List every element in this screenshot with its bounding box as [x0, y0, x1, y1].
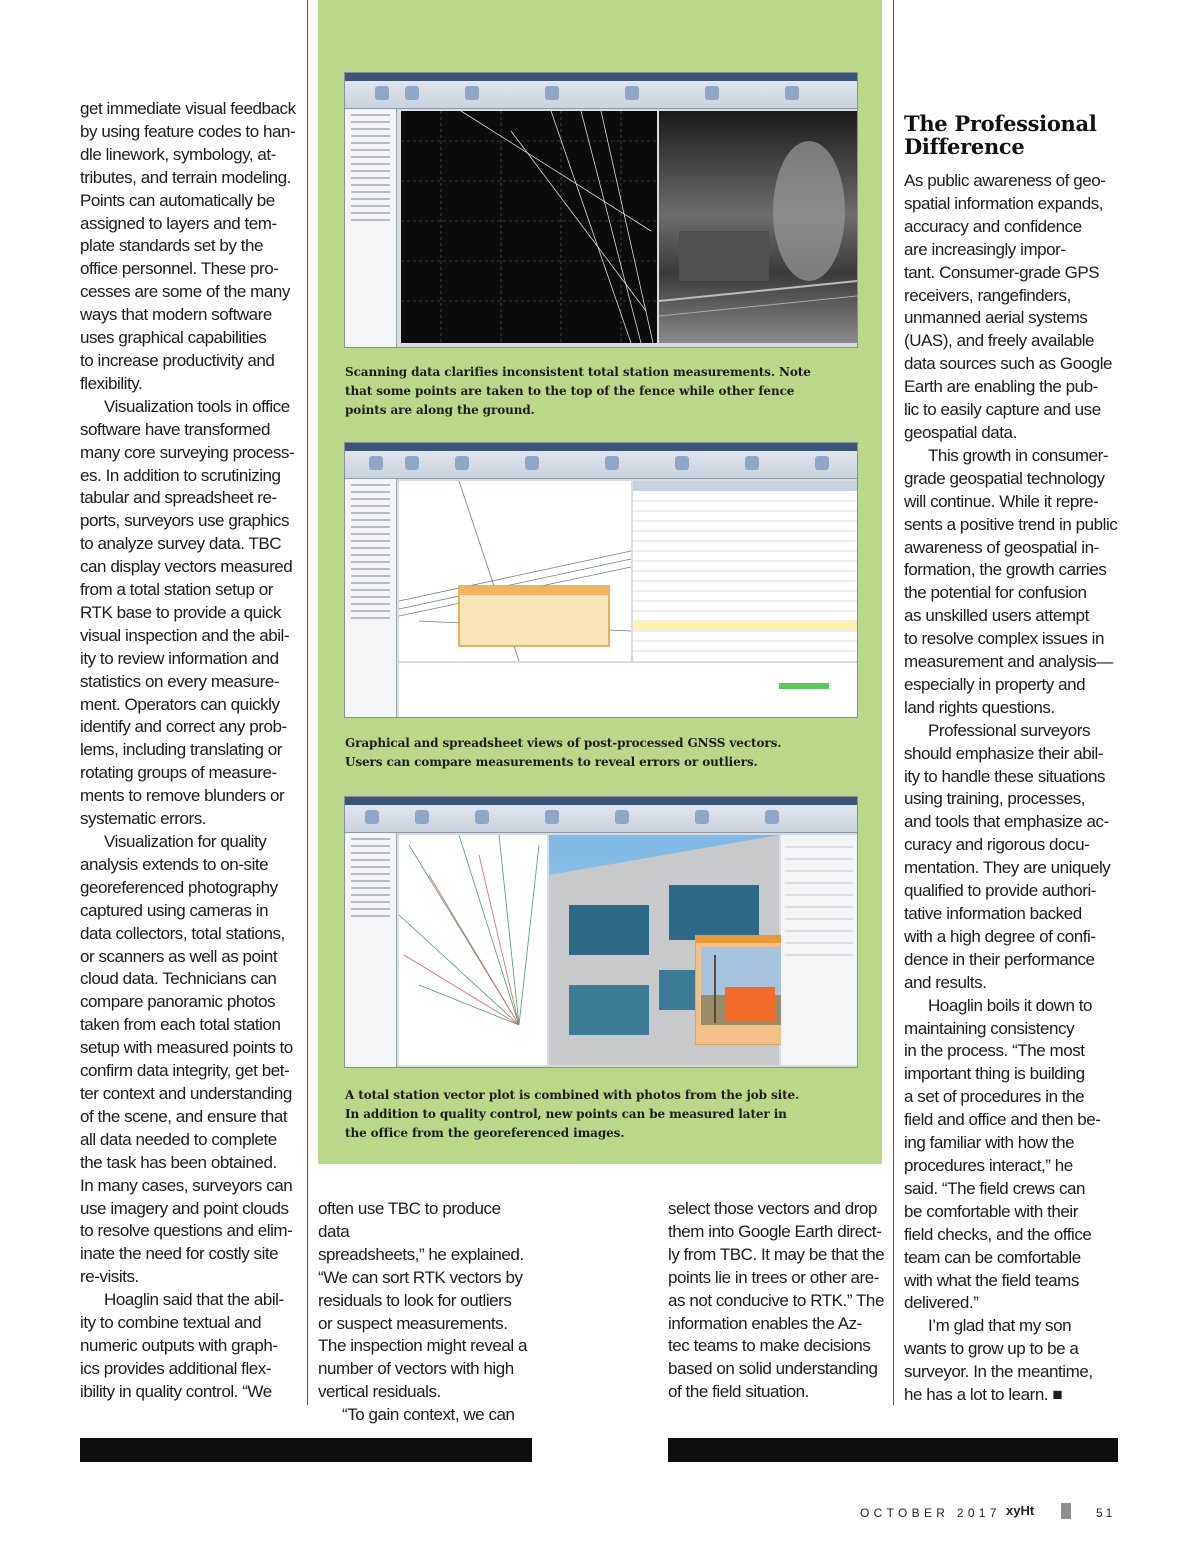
- issue-date: OCTOBER 2017: [860, 1506, 1001, 1520]
- processing-panel-graphic: [399, 663, 857, 717]
- figure-3-screenshot: [344, 796, 858, 1068]
- paragraph: As public awareness of geo- spatial information expands, accuracy and confidence are increasingly impor- tant. Consumer-grade GPS receivers, rangefinders, unmanned aerial systems (UAS), and freely available data sources such as Google Earth are enabling the pub- lic to easily capture and use geospatial data.: [904, 171, 1113, 442]
- footer-bar-right: [668, 1438, 1118, 1462]
- page-folio: [860, 1503, 1122, 1523]
- sidebar-heading: The Professional Difference: [904, 111, 1097, 159]
- paragraph: often use TBC to produce data spreadsheets,” he explained. “We can sort RTK vectors by residuals to look for outliers or suspect measurements. The inspection might reveal a number of vectors with high vertical residuals.: [318, 1199, 528, 1402]
- column-rule-left: [307, 0, 308, 1405]
- properties-panel: [781, 835, 857, 1065]
- page-number: 51: [1096, 1506, 1116, 1520]
- article-column-left: [80, 98, 298, 1404]
- figure-2-screenshot: [344, 442, 858, 718]
- vector-plot-graphic: [399, 835, 547, 1065]
- ribbon-toolbar: [345, 443, 857, 479]
- column-rule-right: [893, 0, 894, 1405]
- project-tree: [345, 109, 397, 347]
- sidebar-column: [904, 112, 1124, 1407]
- plan-view-graphic: [401, 111, 657, 343]
- figure-1-caption: Scanning data clarifies inconsistent total station measurements. Note that some points are taken to the top of the fence while other fence points are along the ground.: [345, 365, 811, 417]
- project-tree: [345, 833, 397, 1067]
- paragraph: I’m glad that my son wants to grow up to be a surveyor. In the meantime, he has a lot to learn. ■: [904, 1316, 1093, 1405]
- figure-3-caption: A total station vector plot is combined with photos from the job site. In addition to quality control, new points can be measured later in the office from the georeferenced images.: [345, 1088, 800, 1140]
- point-cloud-graphic: [659, 111, 857, 343]
- paragraph: Visualization tools in office software have transformed many core surveying process- es. In addition to scrutinizing tabular and spreadsheet re- ports, surveyors use graphics to analyze survey data. TBC can display vectors measured from a total station setup or RTK base to provide a quick visual inspection and the abil- ity to review information and statistics on every measure- ment. Operators can quickly identify and correct any prob- lems, including translating or rotating groups of measure- ments to remove blunders or systematic errors.: [80, 396, 295, 829]
- article-column-middle-1: [318, 1198, 536, 1427]
- article-column-middle-2: [668, 1198, 886, 1404]
- paragraph: select those vectors and drop them into Google Earth direct- ly from TBC. It may be that the points lie in trees or other are- as not conducive to RTK.” The information enables the Az- tec teams to make decisions based on solid understanding of the field situation.: [668, 1199, 885, 1402]
- vector-plan-graphic: [399, 481, 631, 661]
- footer-bar-left: [80, 1438, 532, 1462]
- ribbon-toolbar: [345, 73, 857, 109]
- figure-1-screenshot: [344, 72, 858, 348]
- paragraph: This growth in consumer- grade geospatial technology will continue. While it repre- sents a positive trend in public awareness of geospatial in- formation, the growth carries the potential for confusion as unskilled users attempt to resolve complex issues in measurement and analysis— especially in property and land rights questions.: [904, 445, 1118, 717]
- spreadsheet-graphic: [633, 481, 857, 661]
- paragraph: Hoaglin boils it down to maintaining consistency in the process. “The most important thing is building a set of procedures in the field and office and then be- ing familiar with how the procedures interact,” he said. “The field crews can be comfortable with their field checks, and the office team can be comfortable with what the field teams delivered.”: [904, 995, 1101, 1313]
- figure-2-caption: Graphical and spreadsheet views of post-processed GNSS vectors. Users can compare measurements to reveal errors or outliers.: [345, 736, 782, 769]
- paragraph: get immediate visual feedback by using feature codes to han- dle linework, symbology, at- tributes, and terrain modeling. Points can automatically be assigned to layers and tem- plate standards set by the office personnel. These pro- cesses are some of the many ways that modern software uses graphical capabilities to increase productivity and flexibility.: [80, 99, 296, 393]
- magazine-name: xyHt: [1006, 1503, 1035, 1518]
- paragraph: Hoaglin said that the abil- ity to combine textual and numeric outputs with graph- ics provides additional flex- ibility in quality control. “We: [80, 1290, 284, 1401]
- paragraph: Visualization for quality analysis extends to on-site georeferenced photography captured using cameras in data collectors, total stations, or scanners as well as point cloud data. Technicians can compare panoramic photos taken from each total station setup with measured points to confirm data integrity, get bet- ter context and understanding of the scene, and ensure that all data needed to complete the task has been obtained. In many cases, surveyors can use imagery and point clouds to resolve questions and elim- inate the need for costly site re-visits.: [80, 832, 293, 1287]
- paragraph: Professional surveyors should emphasize their abil- ity to handle these situations using training, processes, and tools that emphasize ac- curacy and rigorous docu- mentation. They are uniquely qualified to provide authori- tative information backed with a high degree of confi- dence in their performance and results.: [904, 720, 1111, 992]
- folio-divider: [1061, 1503, 1071, 1519]
- project-tree: [345, 479, 397, 717]
- paragraph: “To gain context, we can: [342, 1405, 515, 1425]
- ribbon-toolbar: [345, 797, 857, 833]
